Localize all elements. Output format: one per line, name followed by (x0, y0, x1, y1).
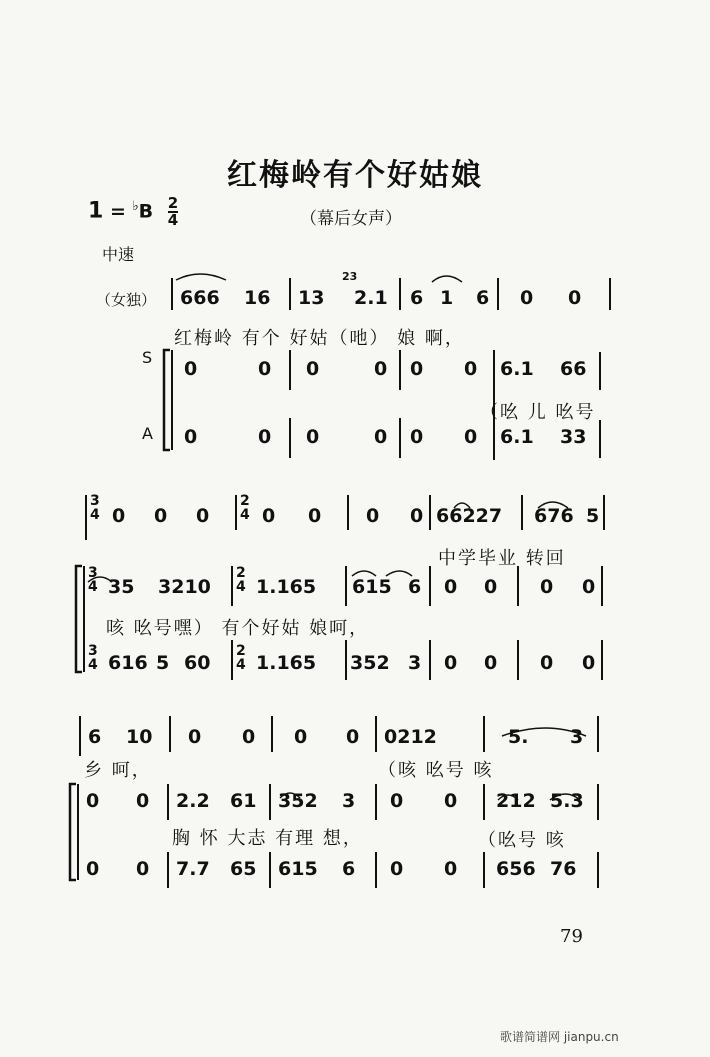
sys2-s-lyric: 咳 吆号嘿） 有个好姑 娘呵， (106, 618, 370, 639)
sys3-s-note: 212 (496, 790, 536, 812)
sys2-a-note: 616 (108, 652, 148, 674)
sys1-s-lyric: （吆 儿 吆号 (480, 402, 596, 423)
time-sig-denominator: 4 (167, 211, 179, 229)
voice-note: （幕后女声） (300, 209, 402, 229)
flat-icon: ♭ (132, 199, 139, 215)
sys2-solo-note: 0 (262, 505, 276, 527)
sys3-solo-lyric-2: （咳 吆号 咳 (378, 760, 494, 781)
sys3-a-note: 0 (390, 858, 404, 880)
sys3-solo-note: 10 (126, 726, 153, 748)
sys3-s-note: 0 (444, 790, 458, 812)
sys2-s-timesig-2 (236, 566, 246, 594)
sys3-s-lyric-2: （吆号 咳 (478, 830, 566, 851)
sys1-solo-lyric: 红梅岭 有个 好姑（吔） 娘 啊， (174, 328, 465, 349)
sys2-a-note: 3 (408, 652, 422, 674)
sys1-solo-note: 0 (520, 287, 534, 309)
ts-num: 3 (90, 493, 100, 509)
ts-den: 4 (88, 657, 98, 673)
sys2-solo-lyric: 中学毕业 转回 (438, 548, 566, 569)
sys1-s-note: 0 (258, 358, 272, 380)
sys1-a-note: 0 (258, 426, 272, 448)
sys1-a-note: 0 (306, 426, 320, 448)
song-title: 红梅岭有个好姑娘 (227, 158, 483, 193)
sys2-solo-note: 0 (112, 505, 126, 527)
sys2-a-note: 0 (540, 652, 554, 674)
sys2-s-note: 0 (540, 576, 554, 598)
tempo-marking: 中速 (102, 245, 135, 264)
sys2-s-note: 3210 (158, 576, 211, 598)
sys1-a-note: 0 (410, 426, 424, 448)
ts-num: 2 (240, 493, 250, 509)
sys3-a-note: 65 (230, 858, 257, 880)
sys1-a-note: 0 (464, 426, 478, 448)
sys3-solo-note: 6 (88, 726, 102, 748)
ts-den: 4 (236, 657, 246, 673)
sys3-s-note: 0 (86, 790, 100, 812)
sys2-solo-note: 0 (308, 505, 322, 527)
sys2-solo-timesig (90, 494, 100, 522)
ts-num: 2 (236, 565, 246, 581)
time-sig-numerator: 2 (167, 194, 179, 212)
sys2-a-note: 0 (484, 652, 498, 674)
sys1-a-note: 0 (184, 426, 198, 448)
sys2-solo-note: 0 (154, 505, 168, 527)
sys3-solo-note: 0 (294, 726, 308, 748)
sys2-a-note: 0 (444, 652, 458, 674)
ts-num: 3 (88, 643, 98, 659)
sys1-s-note: 0 (374, 358, 388, 380)
sys3-a-note: 0 (136, 858, 150, 880)
sys3-a-note: 656 (496, 858, 536, 880)
alto-label: A (142, 424, 153, 443)
soprano-label: S (142, 348, 153, 367)
sys2-s-note: 6 (408, 576, 422, 598)
sys2-a-timesig (88, 644, 98, 672)
sys3-a-note: 0 (86, 858, 100, 880)
sys1-solo-note: 1 (440, 287, 454, 309)
sys2-s-timesig (88, 566, 98, 594)
sys3-s-note: 0 (136, 790, 150, 812)
key-letter: B (138, 200, 154, 223)
sys2-solo-note: 0 (410, 505, 424, 527)
sys2-solo-note: 0 (366, 505, 380, 527)
sys1-solo-note: 6 (410, 287, 424, 309)
sys3-a-note: 615 (278, 858, 318, 880)
sys1-s-note: 0 (306, 358, 320, 380)
sys3-a-note: 76 (550, 858, 577, 880)
sys1-s-note: 0 (184, 358, 198, 380)
sys2-s-note: 0 (582, 576, 596, 598)
sys1-solo-note: 6 (476, 287, 490, 309)
sys1-s-note: 66 (560, 358, 587, 380)
sys2-solo-note: 0 (196, 505, 210, 527)
ts-den: 4 (236, 579, 246, 595)
sys3-solo-note: 0 (346, 726, 360, 748)
solo-label: （女独） (96, 291, 157, 309)
sys2-s-note: 0 (484, 576, 498, 598)
sys1-solo-note: 2.1 (354, 287, 388, 309)
sys3-s-note: 352 (278, 790, 318, 812)
ts-den: 4 (88, 579, 98, 595)
sys1-a-note: 6.1 (500, 426, 534, 448)
sys2-a-note: 1.165 (256, 652, 317, 674)
sys3-s-note: 61 (230, 790, 257, 812)
sys2-a-timesig-2 (236, 644, 246, 672)
ts-num: 2 (236, 643, 246, 659)
key-tonic: 1 (88, 198, 104, 224)
sys3-s-note: 5.3 (550, 790, 584, 812)
sys3-s-note: 3 (342, 790, 356, 812)
sys1-s-note: 0 (464, 358, 478, 380)
sys1-a-note: 0 (374, 426, 388, 448)
sys1-s-note: 0 (410, 358, 424, 380)
sys3-solo-lyric: 乡 呵， (84, 760, 152, 781)
sys2-solo-timesig-2 (240, 494, 250, 522)
sys3-solo-note: 0212 (384, 726, 437, 748)
ts-den: 4 (90, 507, 100, 523)
sys3-s-lyric: 胸 怀 大志 有理 想， (172, 828, 363, 849)
sys2-solo-note: 66227 (436, 505, 503, 527)
sys2-a-note: 0 (582, 652, 596, 674)
ts-num: 3 (88, 565, 98, 581)
sys3-solo-note: 0 (188, 726, 202, 748)
page-number: 79 (560, 926, 583, 947)
watermark-footer: 歌谱简谱网 jianpu.cn (500, 1030, 619, 1044)
sys3-solo-note: 3 (570, 726, 584, 748)
sys1-solo-note: 0 (568, 287, 582, 309)
sys2-s-note: 0 (444, 576, 458, 598)
sys3-s-note: 0 (390, 790, 404, 812)
sys3-a-note: 7.7 (176, 858, 210, 880)
sys1-solo-note: 16 (244, 287, 271, 309)
sys1-s-note: 6.1 (500, 358, 534, 380)
sys1-a-note: 33 (560, 426, 587, 448)
sys2-s-note: 1.165 (256, 576, 317, 598)
sys1-solo-note: 666 (180, 287, 220, 309)
sys2-a-note: 352 (350, 652, 390, 674)
sys2-solo-note: 676 (534, 505, 574, 527)
sys2-solo-note: 5 (586, 505, 600, 527)
sys3-a-note: 0 (444, 858, 458, 880)
sys3-a-note: 6 (342, 858, 356, 880)
sys3-solo-note: 0 (242, 726, 256, 748)
sys1-grace-note: 23 (342, 270, 358, 283)
sys2-s-note: 615 (352, 576, 392, 598)
sys3-s-note: 2.2 (176, 790, 210, 812)
sys2-a-note: 5 (156, 652, 170, 674)
key-equals: = (109, 200, 126, 223)
ts-den: 4 (240, 507, 250, 523)
sys2-a-note: 60 (184, 652, 211, 674)
sys1-solo-note: 13 (298, 287, 325, 309)
sys3-solo-note: 5. (508, 726, 529, 748)
sys2-s-note: 35 (108, 576, 135, 598)
